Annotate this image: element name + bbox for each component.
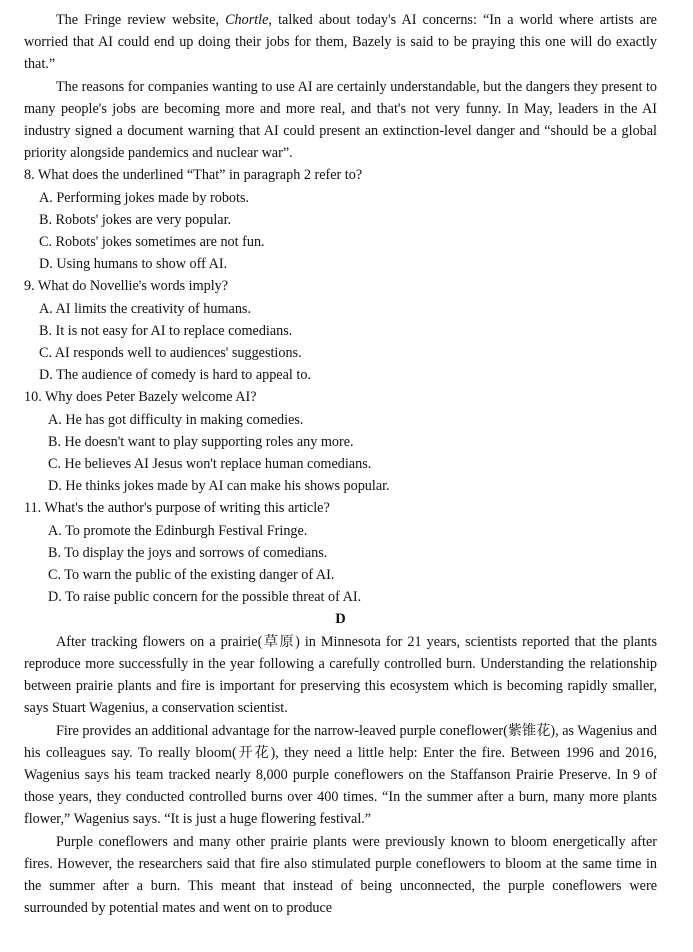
question-9 (24, 275, 657, 386)
option-d: D. Using humans to show off AI. (39, 256, 228, 273)
question-11 (24, 497, 657, 608)
option-d: D. The audience of comedy is hard to appeal to. (39, 367, 311, 384)
question-stem: 8. What does the underlined “That” in paragraph 2 refer to? (24, 167, 363, 184)
passage-paragraph-2: Fire provides an additional advantage for the narrow-leaved purple coneflower(紫锥花), as Wagenius and his colleagues say. To really bloom(开花), they need a little help: Enter the fire. Between 1996 and 2016, Wagenius says his team tracked nearly 8,000 purple coneflowers on the Staffanson Prairie Preserve. In 9 of those years, they conducted controlled burns over 400 times. “In the summer after a burn, many more plants flower,” Wagenius says. “It is just a huge flowering festival.” (24, 722, 657, 828)
question-stem: 9. What do Novellie's words imply? (24, 278, 229, 295)
option-d: D. To raise public concern for the possible threat of AI. (48, 589, 362, 606)
section-heading-d: D (335, 611, 346, 628)
option-b: B. He doesn't want to play supporting roles any more. (48, 433, 354, 450)
question-8 (24, 164, 657, 275)
passage-paragraph-1: After tracking flowers on a prairie(草原) in Minnesota for 21 years, scientists reported that the plants reproduce more successfully in the year following a carefully controlled burn. Understanding the relationship between prairie plants and fire is important for preserving this ecosystem which is becoming rapidly smaller, says Stuart Wagenius, a conservation scientist. (24, 633, 657, 717)
site-name-chortle: Chortle (225, 12, 269, 28)
option-c: C. To warn the public of the existing danger of AI. (48, 567, 335, 584)
option-b: B. It is not easy for AI to replace comedians. (39, 322, 293, 339)
option-a: A. Performing jokes made by robots. (39, 189, 250, 206)
question-stem: 10. Why does Peter Bazely welcome AI? (24, 389, 257, 406)
option-c: C. AI responds well to audiences' suggestions. (39, 345, 302, 362)
option-c: C. He believes AI Jesus won't replace human comedians. (48, 456, 372, 473)
question-10 (24, 386, 657, 497)
option-a: A. AI limits the creativity of humans. (39, 300, 251, 317)
option-d: D. He thinks jokes made by AI can make his shows popular. (48, 478, 390, 495)
option-b: B. To display the joys and sorrows of comedians. (48, 544, 328, 561)
intro-paragraph-1 (24, 9, 657, 76)
intro-paragraph-2: The reasons for companies wanting to use AI are certainly understandable, but the dangers they present to many people's jobs are becoming more and more real, and that's not very funny. In May, leaders in the AI industry signed a document warning that AI could present an extinction-level danger and “should be a global priority alongside pandemics and nuclear war”. (24, 78, 657, 162)
option-c: C. Robots' jokes sometimes are not fun. (39, 234, 265, 251)
option-a: A. He has got difficulty in making comedies. (48, 411, 304, 428)
intro-paragraph-1-post: , talked about today's AI concerns: “In a world where artists are worried that AI could end up doing their jobs for them, Bazely is said to be praying this one will do exactly that.” (24, 12, 657, 73)
option-a: A. To promote the Edinburgh Festival Fringe. (48, 522, 308, 539)
intro-paragraph-1-pre: The Fringe review website, (56, 12, 226, 28)
passage-paragraph-3: Purple coneflowers and many other prairie plants were previously known to bloom energetically after fires. However, the researchers said that fire also stimulated purple coneflowers to bloom at the same time in the summer after a burn. This meant that instead of being unconnected, the purple coneflowers were surrounded by potential mates and went on to produce (24, 833, 657, 917)
option-b: B. Robots' jokes are very popular. (39, 211, 232, 228)
question-stem: 11. What's the author's purpose of writing this article? (24, 500, 330, 517)
